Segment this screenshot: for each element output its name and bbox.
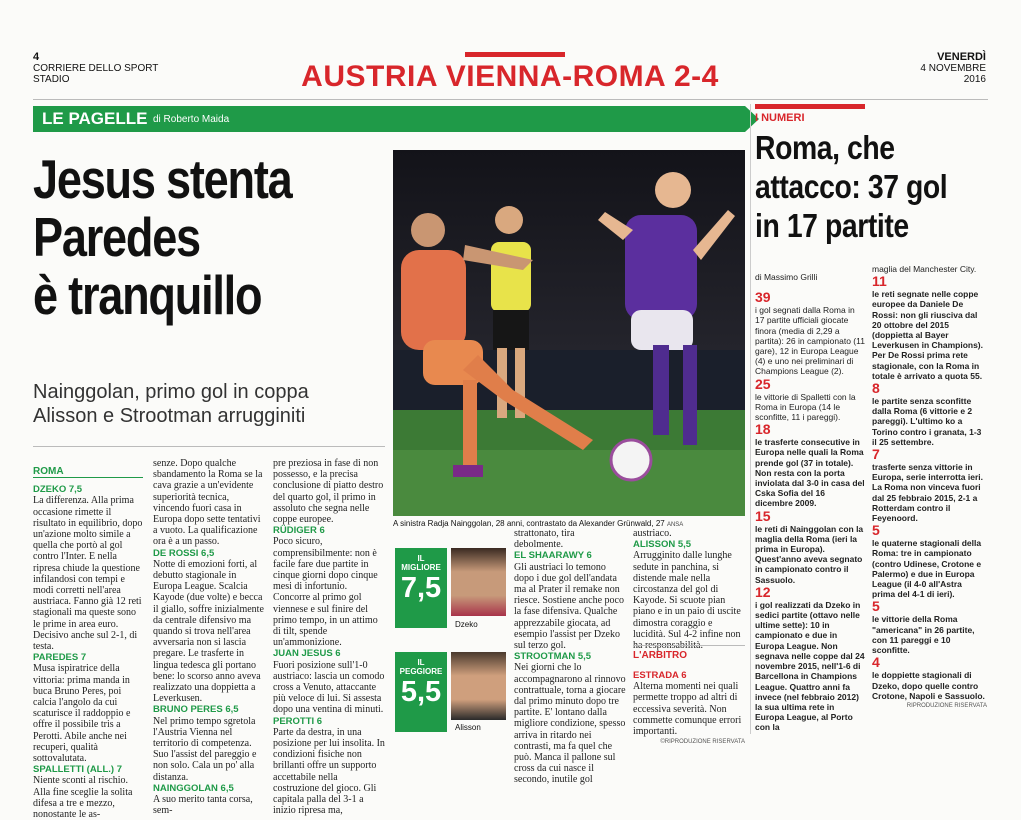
stat-number: 8 (872, 380, 880, 397)
stat-number: 12 (755, 583, 771, 600)
headline-line: è tranquillo (33, 264, 262, 326)
numeri-accent-bar (755, 104, 865, 109)
player-rating-text: Nei giorni che lo accompagnarono al rinnovo contrattuale, torna a giocare dal primo minuto dopo tre partite. E' lontano dalla migliore condizione, spesso arriva in ritardo nei contrasti, ma fa quel che può. Manca il pallone sul cross da cui nasce il secondo, inutile gol (514, 662, 626, 786)
stat-number: 11 (872, 273, 887, 290)
best-player-badge (395, 548, 447, 628)
arbitro-section (633, 670, 745, 748)
numeri-title-line: in 17 partite (755, 207, 909, 244)
subheadline (33, 380, 383, 428)
subheadline-line: Alisson e Strootman arrugginiti (33, 405, 306, 427)
player-rating-text: austriaco. (633, 528, 672, 539)
numeri-title (755, 128, 990, 245)
player-rating-name: PEROTTI 6 (273, 715, 323, 727)
date: 4 NOVEMBRE (920, 63, 986, 74)
referee-rating-text: Alterna momenti nei quali permette troppo ad altri di eccessiva severità. Non commette comunque errori importanti. (633, 681, 742, 738)
numeri-title-line: Roma, che (755, 129, 895, 166)
player-rating-text: Musa ispiratrice della vittoria: prima manda in buca Bruno Peres, poi calcia l'angolo da cui scaturisce il raddoppio e offre il possibile tris a Perotti. Abile anche nei recuperi, qualità sottovalutata. (33, 663, 131, 765)
section-name: STADIO (33, 74, 70, 85)
ratings-column-5 (633, 528, 745, 651)
stat-text: le quaterne stagionali della Roma: tre in campionato (contro Udinese, Crotone e Palermo) e due in Europa League (il 4-0 all'Astra prima del 4-1 di ieri). (872, 538, 982, 600)
match-photo-illustration (393, 150, 745, 516)
caption-text: A sinistra Radja Nainggolan, 28 anni, contrastato da Alexander Grünwald, 27 (393, 519, 665, 528)
photo-caption (393, 519, 745, 528)
player-rating-text: Poco sicuro, comprensibilmente: non è facile fare due partite in cinque giorni dopo cinque mesi di infortunio. Concorre al primo gol viennese e sul finire del primo tempo, in un attimo di tilt, spende un'ammonizione. (273, 536, 378, 649)
player-rating-name: DE ROSSI 6,5 (153, 547, 215, 559)
headline-line: Jesus stenta (33, 148, 292, 210)
stat-text: le doppiette stagionali di Dzeko, dopo quelle contro Crotone, Napoli e Sassuolo. (872, 670, 985, 701)
player-rating-name: PAREDES 7 (33, 652, 87, 664)
stat-number: 15 (755, 507, 771, 524)
player-rating-name: NAINGGOLAN 6,5 (153, 782, 234, 794)
ratings-column-3 (273, 458, 385, 817)
player-rating-text: Fuori posizione sull'1-0 austriaco: lascia un comodo cross a Venuto, attaccante più veloce di lui. Si assesta dopo una ventina di minuti. (273, 659, 385, 716)
player-rating-name: ALISSON 5,5 (633, 539, 692, 551)
stat-number: 25 (755, 375, 771, 392)
player-rating-text: A suo merito tanta corsa, sem- (153, 794, 253, 817)
player-rating-name: BRUNO PERES 6,5 (153, 704, 239, 716)
ratings-column-2 (153, 458, 265, 817)
ratings-column-4 (514, 528, 626, 786)
stat-number: 39 (755, 289, 771, 306)
roma-section-label: ROMA (33, 466, 143, 478)
stat-number: 5 (872, 522, 880, 539)
badge-label: IL (417, 554, 425, 563)
player-rating-name: STROOTMAN 5,5 (514, 651, 592, 663)
subheadline-line: Nainggolan, primo gol in coppa (33, 381, 309, 403)
numeri-title-line: attacco: 37 gol (755, 168, 948, 205)
pagelle-bar (33, 106, 745, 132)
badge-label: MIGLIORE (401, 563, 441, 572)
worst-rating-value: 5,5 (400, 676, 442, 708)
rights-notice: ©RIPRODUZIONE RISERVATA (660, 739, 745, 746)
stat-text: le vittorie della Roma "americana" in 26 partite, con 11 pareggi e 10 sconfitte. (872, 614, 975, 656)
badge-label: IL (417, 658, 425, 667)
ratings-column-1 (33, 466, 143, 820)
stat-text: le reti segnate nelle coppe europee da Daniele De Rossi: non gli riusciva dal 20 ottobre del 2015 (doppietta al Bayer Leverkusen in Champions). Per De Rossi prima rete stagionale, con la Roma in totale è arrivato a quota 55. (872, 289, 983, 381)
worst-player-photo (451, 652, 506, 720)
page-number: 4 (33, 51, 40, 63)
stat-text: i gol realizzati da Dzeko in sedici partite (ottavo nelle ultime sette): 10 in campionato e due in Europa League. Non segnava nelle coppe dal 24 novembre 2015, nell'1-6 di Barcellona in Champions League. Quattro anni fa invece (nel febbraio 2012) la sua ultima rete in Europa League, al Porto con la (755, 599, 865, 733)
worst-player-badge (395, 652, 447, 732)
stat-text: le vittorie di Spalletti con la Roma in Europa (14 le sconfitte, 11 i pareggi). (755, 391, 856, 423)
stat-number: 5 (872, 598, 880, 615)
stat-text: i gol segnati dalla Roma in 17 partite ufficiali giocate finora (media di 2,29 a partita): 26 in campionato (11 gare), 12 in Europa League (4) e uno nei preliminari di Champions League (2). (755, 305, 865, 377)
player-rating-name: SPALLETTI (ALL.) 7 (33, 764, 123, 776)
best-rating-value: 7,5 (400, 572, 442, 604)
headline (33, 150, 383, 324)
player-rating-text: Niente sconti al rischio. Alla fine sceglie la solita difesa a tre e mezzo, nonostante le as- (33, 775, 133, 820)
match-photo (393, 150, 745, 516)
arbitro-label: L'ARBITRO (633, 650, 688, 661)
numeri-column-right (872, 264, 987, 711)
best-player-photo (451, 548, 506, 616)
year: 2016 (963, 74, 986, 85)
stat-number: 7 (872, 446, 880, 463)
pagelle-author: di Roberto Maida (153, 114, 230, 125)
player-rating-text: Nel primo tempo sgretola l'Austria Vienna nel territorio di competenza. Suo l'assist del pareggio e non solo. Cala un po' alla distanza. (153, 715, 257, 783)
numeri-author: di Massimo Grilli (755, 272, 818, 282)
player-rating-text: Arrugginito dalle lunghe sedute in panchina, si distende male nella circostanza del gol di Kayode. Si scuote pian piano e in un paio di uscite dimostra coraggio e lucidità. Sul 4-2 infine non (633, 550, 741, 640)
stat-text: le partite senza sconfitte dalla Roma (6 vittorie e 2 pareggi). L'ultimo ko a Torino contro i granata, 1-3 il 25 settembre. (872, 396, 982, 447)
right-column-divider (750, 104, 751, 734)
title-accent-bar (465, 52, 565, 57)
player-rating-text: pre preziosa in fase di non possesso, e la precisa conclusione di piatto destro del quarto gol, il primo in assoluto che segna nelle coppe europee. (273, 458, 384, 526)
stat-text: trasferte senza vittorie in Europa, serie interrotta ieri. La Roma non vinceva fuori dal 25 febbraio 2015, 2-1 a Rotterdam contro il Feyenoord. (872, 462, 984, 524)
worst-player-name: Alisson (455, 723, 481, 732)
stat-number: 4 (872, 654, 880, 671)
numeri-column-left (755, 272, 865, 733)
player-rating-text: senze. Dopo qualche sbandamento la Roma se la cava grazie a un'evidente superiorità tecnica, vincendo fuori casa in Europa dopo sette tentativi a vuoto. La qualificazione ora è a un passo. (153, 458, 263, 548)
rights-notice: RIPRODUZIONE RISERVATA (906, 702, 987, 709)
headline-line: Paredes (33, 206, 200, 268)
page-header-left (33, 52, 158, 85)
player-rating-text: Gli austriaci lo temono dopo i due gol dell'andata ma al Prater il remake non riesce. Sostiene anche poco la fase difensiva. Qualche apprezzabile giocata, ad esempio l'assist per Dzeko sul terzo gol. (514, 561, 624, 652)
subhead-divider (33, 446, 385, 447)
newspaper-name: CORRIERE DELLO SPORT (33, 63, 159, 74)
player-rating-text: La differenza. Alla prima occasione rimette il risultato in equilibrio, dopo un'azione molto simile a quella che portò al gol contro l'Inter. E nella ripresa chiude la questione infilandosi con tempi e modi corretti nell'area austriaca. Fanno già 12 reti stagionali ma queste sono le prime in area euro. Decisivo anche sul 2-1, di testa. (33, 495, 143, 653)
match-title: AUSTRIA VIENNA-ROMA 2-4 (301, 60, 719, 93)
numeri-label: I NUMERI (755, 112, 805, 124)
photo-credit: ANSA (666, 522, 684, 528)
stat-text: le reti di Nainggolan con la maglia della Roma (ieri la prima in Europa). Quest'anno aveva segnato in campionato contro il Sassuolo. (755, 523, 864, 585)
weekday: VENERDÌ (937, 51, 986, 63)
player-rating-text: Parte da destra, in una posizione per lui insolita. In condizioni fisiche non brillanti offre un supporto accettabile nella costruzione del gioco. Gli capitala palla del 3-1 a inizio ripresa ma, (273, 726, 385, 817)
stat-text: le trasferte consecutive in Europa nelle quali la Roma prende gol (37 in totale). Non resta con la porta inviolata dal 3-0 in casa del Cska Sofia del 16 dicembre 2009. (755, 437, 865, 509)
pagelle-label: LE PAGELLE (42, 109, 148, 128)
player-rating-name: JUAN JESUS 6 (273, 648, 341, 660)
badge-label: PEGGIORE (399, 667, 443, 676)
header-divider (33, 99, 988, 100)
player-rating-name: RÜDIGER 6 (273, 525, 325, 537)
player-rating-text: Notte di emozioni forti, al debutto stagionale in Europa League. Scalcia Kayode (due volte) e becca il giallo, soffre inizialmente da centrale difensivo ma quando si trova nell'area avversaria non si lascia pregare. Le trasferte in lingua tedesca gli portano bene: lo scorso anno aveva realizzato una doppietta a Leverkusen. (153, 558, 264, 705)
player-rating-text: strattonato, tira debolmente. (514, 528, 575, 551)
player-rating-name: DZEKO 7,5 (33, 484, 83, 496)
stat-text-continued: maglia del Manchester City. (872, 264, 977, 274)
page-header-right (920, 52, 986, 85)
player-rating-name: EL SHAARAWY 6 (514, 550, 592, 562)
referee-rating-name: ESTRADA 6 (633, 670, 687, 681)
best-player-name: Dzeko (455, 620, 478, 629)
stat-number: 18 (755, 421, 771, 438)
arbitro-divider (633, 645, 745, 646)
